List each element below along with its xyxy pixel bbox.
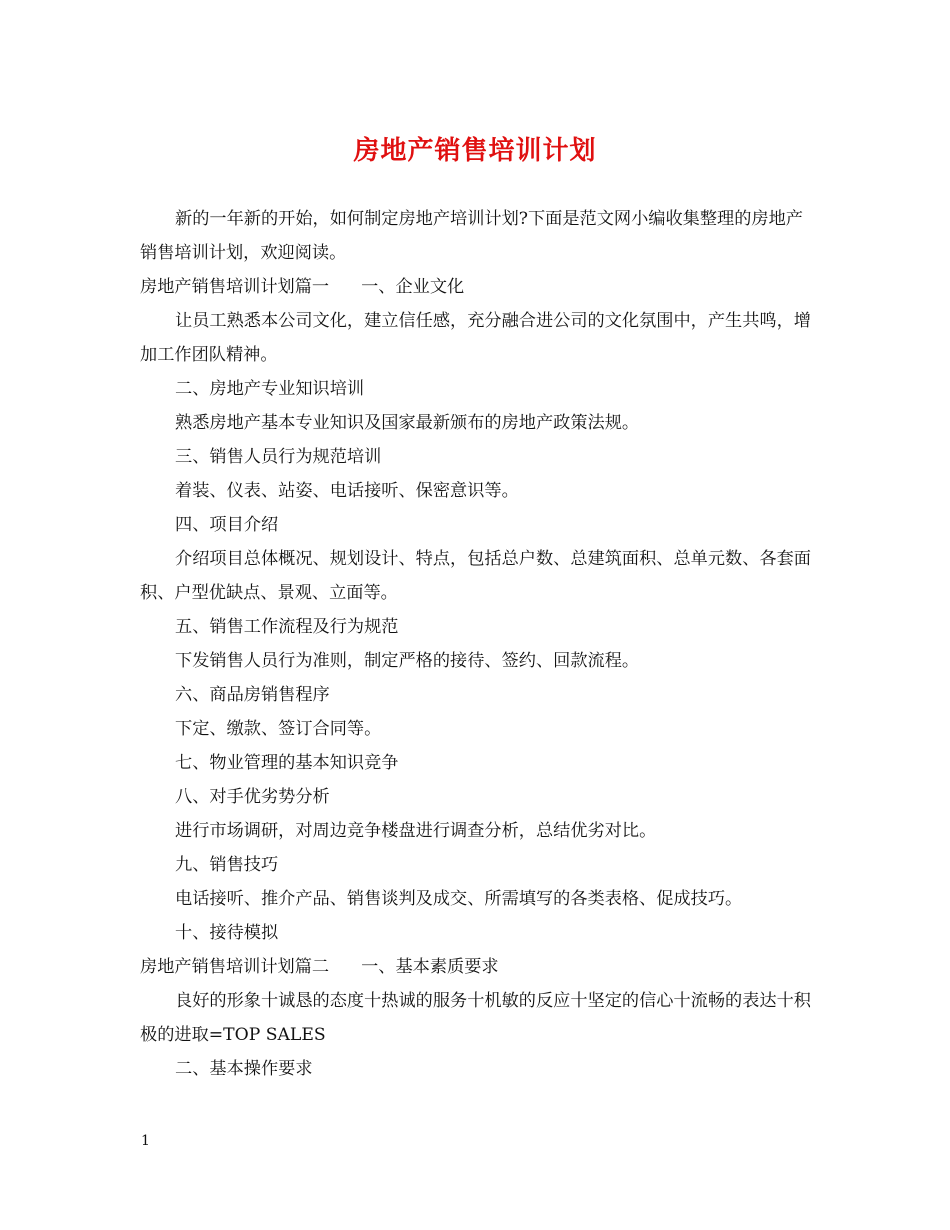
paragraph: 五、销售工作流程及行为规范 [175, 617, 399, 637]
paragraph: 二、基本操作要求 [175, 1059, 313, 1079]
paragraph: 新的一年新的开始，如何制定房地产培训计划?下面是范文网小编收集整理的房地产销售培训计划，欢迎阅读。 [140, 209, 803, 263]
paragraph: 熟悉房地产基本专业知识及国家最新颁布的房地产政策法规。 [175, 413, 640, 433]
paragraph: 四、项目介绍 [175, 515, 279, 535]
section-title: 房地产销售培训计划篇一 [140, 277, 330, 297]
paragraph: 介绍项目总体概况、规划设计、特点，包括总户数、总建筑面积、总单元数、各套面积、户型优缺点、景观、立面等。 [140, 549, 811, 603]
paragraph: 进行市场调研，对周边竞争楼盘进行调查分析，总结优劣对比。 [175, 821, 657, 841]
section-heading [140, 270, 815, 304]
section-subheading: 一、企业文化 [361, 277, 465, 297]
paragraph: 二、房地产专业知识培训 [175, 379, 365, 399]
paragraph: 让员工熟悉本公司文化，建立信任感，充分融合进公司的文化氛围中，产生共鸣，增加工作团队精神。 [140, 311, 811, 365]
section-subheading: 一、基本素质要求 [361, 957, 499, 977]
paragraph: 电话接听、推介产品、销售谈判及成交、所需填写的各类表格、促成技巧。 [175, 889, 743, 909]
section-heading [140, 950, 815, 984]
paragraph: 六、商品房销售程序 [175, 685, 330, 705]
paragraph: 下发销售人员行为准则，制定严格的接待、签约、回款流程。 [175, 651, 640, 671]
paragraph: 七、物业管理的基本知识竞争 [175, 753, 399, 773]
document-body [140, 202, 815, 1086]
paragraph: 良好的形象十诚恳的态度十热诚的服务十机敏的反应十坚定的信心十流畅的表达十积极的进取=TOP SALES [140, 991, 811, 1045]
section-title: 房地产销售培训计划篇二 [140, 957, 330, 977]
paragraph: 下定、缴款、签订合同等。 [175, 719, 382, 739]
paragraph: 八、对手优劣势分析 [175, 787, 330, 807]
paragraph: 九、销售技巧 [175, 855, 279, 875]
paragraph: 三、销售人员行为规范培训 [175, 447, 382, 467]
document-title: 房地产销售培训计划 [353, 136, 597, 166]
page-number: 1 [141, 1133, 150, 1149]
paragraph: 着装、仪表、站姿、电话接听、保密意识等。 [175, 481, 519, 501]
paragraph: 十、接待模拟 [175, 923, 279, 943]
